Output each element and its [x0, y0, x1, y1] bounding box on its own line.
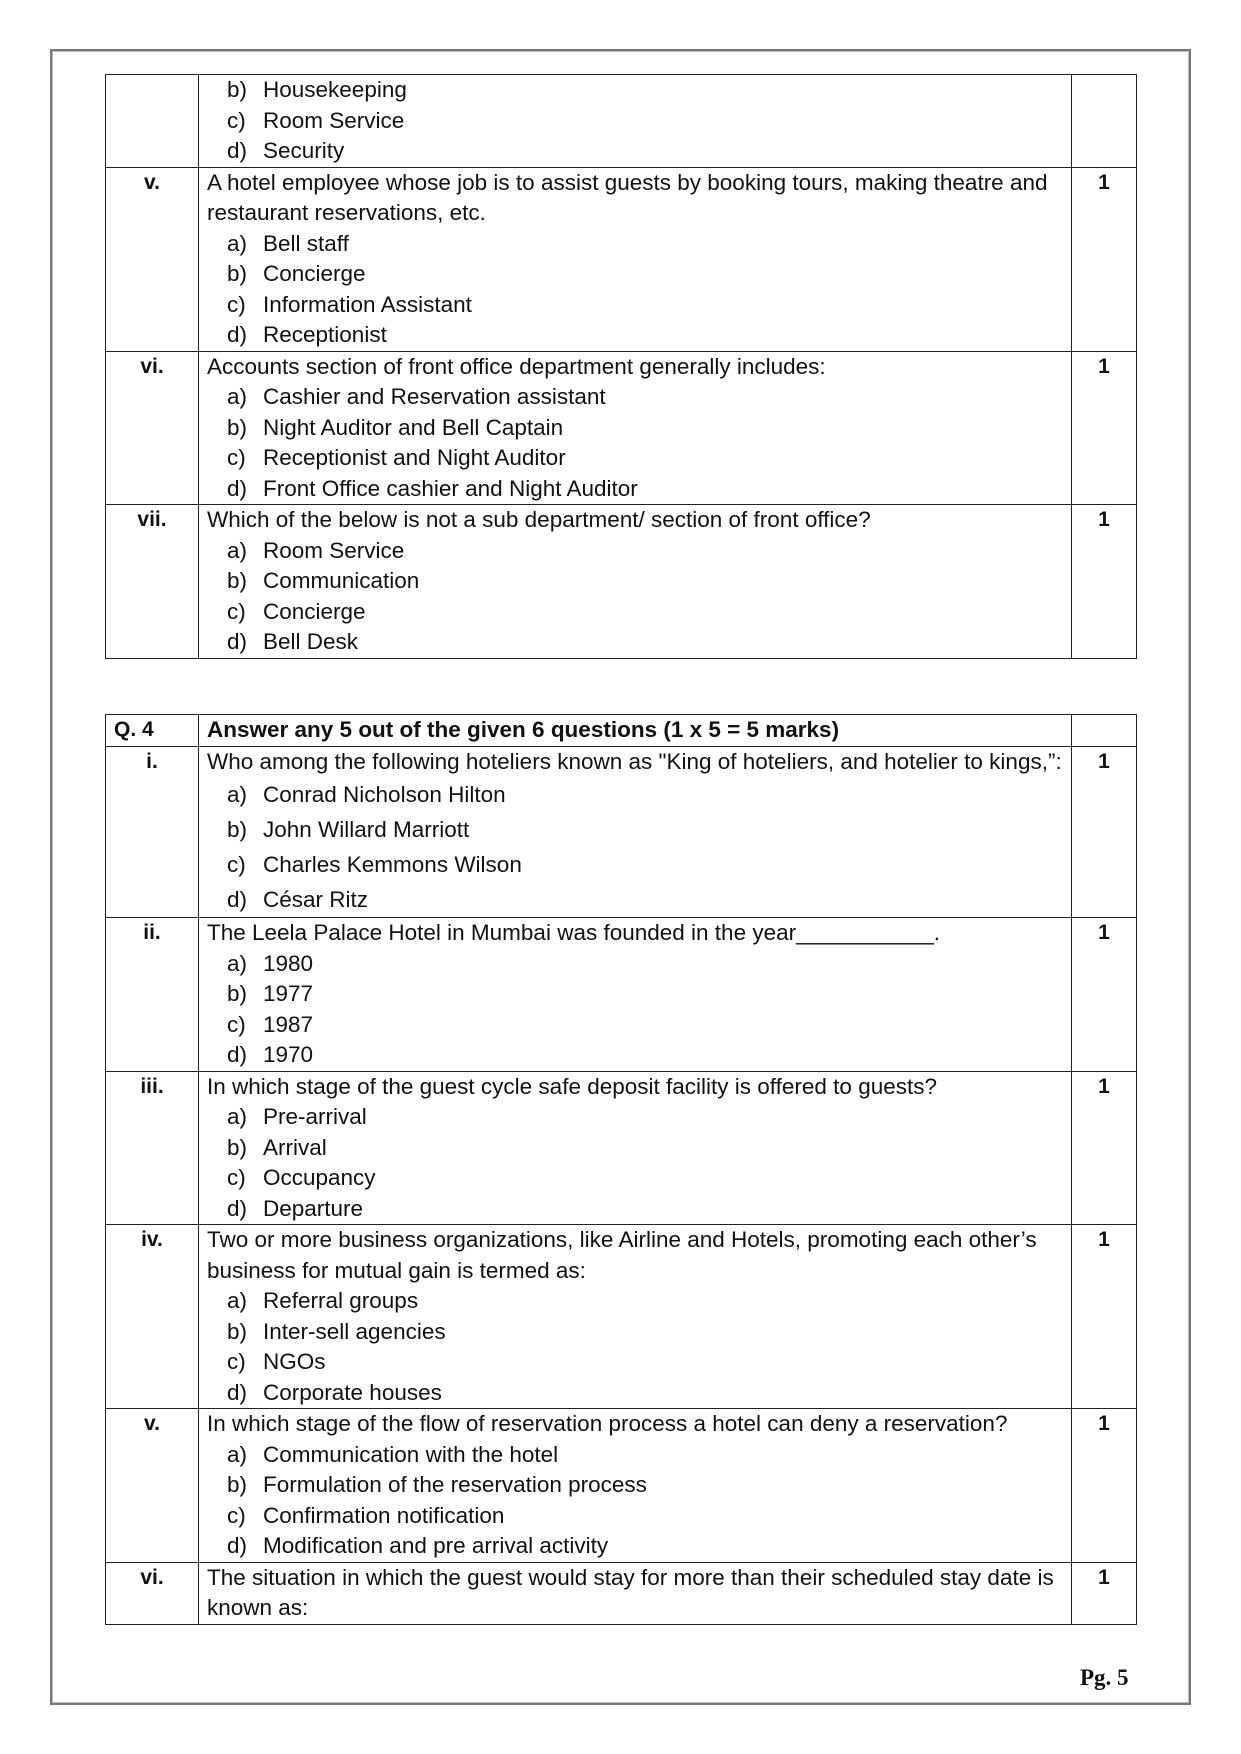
option-text: Inter-sell agencies [263, 1318, 446, 1344]
question-text: Who among the following hoteliers known as "King of hoteliers, and hotelier to kings,”: [207, 748, 1062, 774]
option-item [207, 627, 1063, 658]
option-label: c) [227, 852, 246, 877]
option-text: Cashier and Reservation assistant [263, 384, 606, 409]
question-cell [199, 351, 1072, 505]
question-number: vii. [106, 505, 199, 659]
option-label: b) [227, 1134, 248, 1160]
marks-value: 1 [1072, 167, 1137, 351]
question-text: Accounts section of front office department generally includes: [207, 353, 826, 379]
option-text: 1980 [263, 950, 314, 976]
marks-value: 1 [1072, 505, 1137, 659]
option-text: Housekeeping [263, 77, 407, 102]
table-row [106, 75, 1137, 168]
question-number: iv. [106, 1225, 199, 1409]
option-item [207, 1378, 1063, 1409]
option-text: Night Auditor and Bell Captain [263, 414, 564, 440]
table-row [106, 1071, 1137, 1225]
options-list [207, 382, 1063, 504]
option-item [207, 777, 1063, 812]
table-row [106, 351, 1137, 505]
option-label: d) [227, 887, 248, 912]
option-item [207, 1102, 1063, 1133]
option-text: Occupancy [263, 1165, 376, 1190]
option-item [207, 882, 1063, 917]
option-text: Information Assistant [263, 291, 472, 317]
question-text: Two or more business organizations, like Airline and Hotels, promoting each other’s business for mutual gain is termed as: [207, 1227, 1037, 1283]
marks-cell [1072, 75, 1137, 168]
section-number: Q. 4 [106, 715, 199, 747]
option-label: c) [227, 1165, 246, 1190]
option-label: c) [227, 598, 246, 624]
option-text: Referral groups [263, 1288, 419, 1313]
option-item [207, 979, 1063, 1010]
question-number: ii. [106, 918, 199, 1072]
option-text: César Ritz [263, 887, 369, 912]
question-cell [199, 1071, 1072, 1225]
question-cell [199, 75, 1072, 168]
options-list [207, 75, 1063, 167]
option-item [207, 1133, 1063, 1164]
option-item [207, 1010, 1063, 1041]
option-item [207, 1194, 1063, 1225]
question-cell [199, 1562, 1072, 1624]
option-text: Receptionist and Night Auditor [263, 445, 566, 470]
option-label: c) [227, 1011, 246, 1037]
option-text: Confirmation notification [263, 1502, 505, 1528]
table-row [106, 1562, 1137, 1624]
marks-value: 1 [1072, 746, 1137, 918]
table-row [106, 505, 1137, 659]
table-header-row [106, 715, 1137, 747]
table-row [106, 1409, 1137, 1563]
option-label: d) [227, 1042, 248, 1067]
option-label: d) [227, 138, 248, 163]
option-label: b) [227, 77, 248, 102]
option-item [207, 413, 1063, 444]
q4-table [105, 714, 1137, 1625]
question-cell [199, 918, 1072, 1072]
option-item [207, 812, 1063, 847]
marks-value: 1 [1072, 1562, 1137, 1624]
question-number: vi. [106, 1562, 199, 1624]
option-item [207, 1040, 1063, 1071]
marks-value: 1 [1072, 1409, 1137, 1563]
question-number: vi. [106, 351, 199, 505]
question-text: In which stage of the guest cycle safe deposit facility is offered to guests? [207, 1073, 937, 1099]
option-item [207, 1347, 1063, 1378]
option-label: c) [227, 291, 246, 317]
option-label: c) [227, 1502, 246, 1528]
option-text: Conrad Nicholson Hilton [263, 782, 506, 807]
options-list [207, 1102, 1063, 1224]
option-text: Bell Desk [263, 629, 359, 654]
option-item [207, 1531, 1063, 1562]
option-text: Bell staff [263, 230, 349, 256]
option-label: d) [227, 629, 248, 654]
question-text: In which stage of the flow of reservation process a hotel can deny a reservation? [207, 1411, 1008, 1436]
options-list [207, 777, 1063, 917]
option-label: b) [227, 1472, 248, 1497]
option-label: d) [227, 1533, 248, 1558]
option-text: Communication with the hotel [263, 1441, 559, 1467]
option-item [207, 566, 1063, 597]
option-item [207, 136, 1063, 167]
option-item [207, 847, 1063, 882]
question-text: Which of the below is not a sub department/ section of front office? [207, 507, 871, 532]
option-text: Pre-arrival [263, 1104, 367, 1129]
option-label: d) [227, 475, 248, 501]
options-list [207, 536, 1063, 658]
option-text: Modification and pre arrival activity [263, 1533, 609, 1558]
options-list [207, 1440, 1063, 1562]
option-item [207, 536, 1063, 567]
option-label: a) [227, 1288, 248, 1313]
question-text: The Leela Palace Hotel in Mumbai was founded in the year___________. [207, 920, 940, 945]
question-cell [199, 167, 1072, 351]
option-item [207, 1501, 1063, 1532]
option-item [207, 75, 1063, 106]
option-label: a) [227, 230, 248, 256]
question-cell [199, 1225, 1072, 1409]
marks-value: 1 [1072, 918, 1137, 1072]
table-row [106, 746, 1137, 918]
question-number: i. [106, 746, 199, 918]
table-row [106, 918, 1137, 1072]
option-text: Room Service [263, 107, 405, 133]
question-text: A hotel employee whose job is to assist guests by booking tours, making theatre and restaurant reservations, etc. [207, 169, 1048, 225]
option-text: Front Office cashier and Night Auditor [263, 475, 638, 501]
option-item [207, 474, 1063, 505]
option-label: b) [227, 981, 248, 1006]
option-text: Concierge [263, 598, 366, 624]
option-item [207, 1163, 1063, 1194]
option-text: 1987 [263, 1011, 314, 1037]
option-text: John Willard Marriott [263, 817, 470, 842]
option-label: a) [227, 537, 248, 563]
question-cell [199, 1409, 1072, 1563]
option-item [207, 1470, 1063, 1501]
option-label: b) [227, 817, 248, 842]
question-number: v. [106, 1409, 199, 1563]
option-item [207, 229, 1063, 260]
question-cell [199, 746, 1072, 918]
option-label: b) [227, 261, 248, 286]
options-list [207, 229, 1063, 351]
option-text: 1977 [263, 981, 314, 1006]
option-item [207, 597, 1063, 628]
option-label: c) [227, 1349, 246, 1374]
option-label: d) [227, 322, 248, 347]
marks-value: 1 [1072, 351, 1137, 505]
option-text: Formulation of the reservation process [263, 1472, 647, 1497]
option-item [207, 1317, 1063, 1348]
marks-value: 1 [1072, 1071, 1137, 1225]
option-label: c) [227, 107, 246, 133]
option-text: Corporate houses [263, 1379, 442, 1405]
option-text: 1970 [263, 1042, 314, 1067]
option-text: Departure [263, 1195, 364, 1221]
options-list [207, 1286, 1063, 1408]
option-item [207, 1286, 1063, 1317]
option-item [207, 259, 1063, 290]
option-label: d) [227, 1195, 248, 1221]
option-text: Security [263, 138, 345, 163]
option-label: c) [227, 445, 246, 470]
marks-cell [1072, 715, 1137, 747]
table-row [106, 167, 1137, 351]
question-number: iii. [106, 1071, 199, 1225]
option-item [207, 106, 1063, 137]
question-number-cell [106, 75, 199, 168]
option-label: a) [227, 384, 248, 409]
option-label: d) [227, 1379, 248, 1405]
option-text: Room Service [263, 537, 405, 563]
option-text: Communication [263, 568, 420, 593]
option-label: a) [227, 1441, 248, 1467]
option-item [207, 1440, 1063, 1471]
option-item [207, 290, 1063, 321]
question-number: v. [106, 167, 199, 351]
option-text: Arrival [263, 1134, 327, 1160]
question-cell [199, 505, 1072, 659]
option-text: Receptionist [263, 322, 387, 347]
option-label: a) [227, 950, 248, 976]
option-item [207, 443, 1063, 474]
option-label: b) [227, 414, 248, 440]
option-text: Concierge [263, 261, 366, 286]
option-item [207, 949, 1063, 980]
option-label: b) [227, 1318, 248, 1344]
option-label: a) [227, 1104, 248, 1129]
q3-table [105, 74, 1137, 659]
marks-value: 1 [1072, 1225, 1137, 1409]
page-number: Pg. 5 [1080, 1665, 1129, 1690]
option-label: b) [227, 568, 248, 593]
options-list [207, 949, 1063, 1071]
question-text: The situation in which the guest would stay for more than their scheduled stay date is known as: [207, 1564, 1054, 1620]
table-row [106, 1225, 1137, 1409]
option-text: Charles Kemmons Wilson [263, 852, 522, 877]
option-item [207, 382, 1063, 413]
section-heading: Answer any 5 out of the given 6 questions (1 x 5 = 5 marks) [199, 715, 1072, 747]
option-item [207, 320, 1063, 351]
option-text: NGOs [263, 1349, 326, 1374]
option-label: a) [227, 782, 248, 807]
